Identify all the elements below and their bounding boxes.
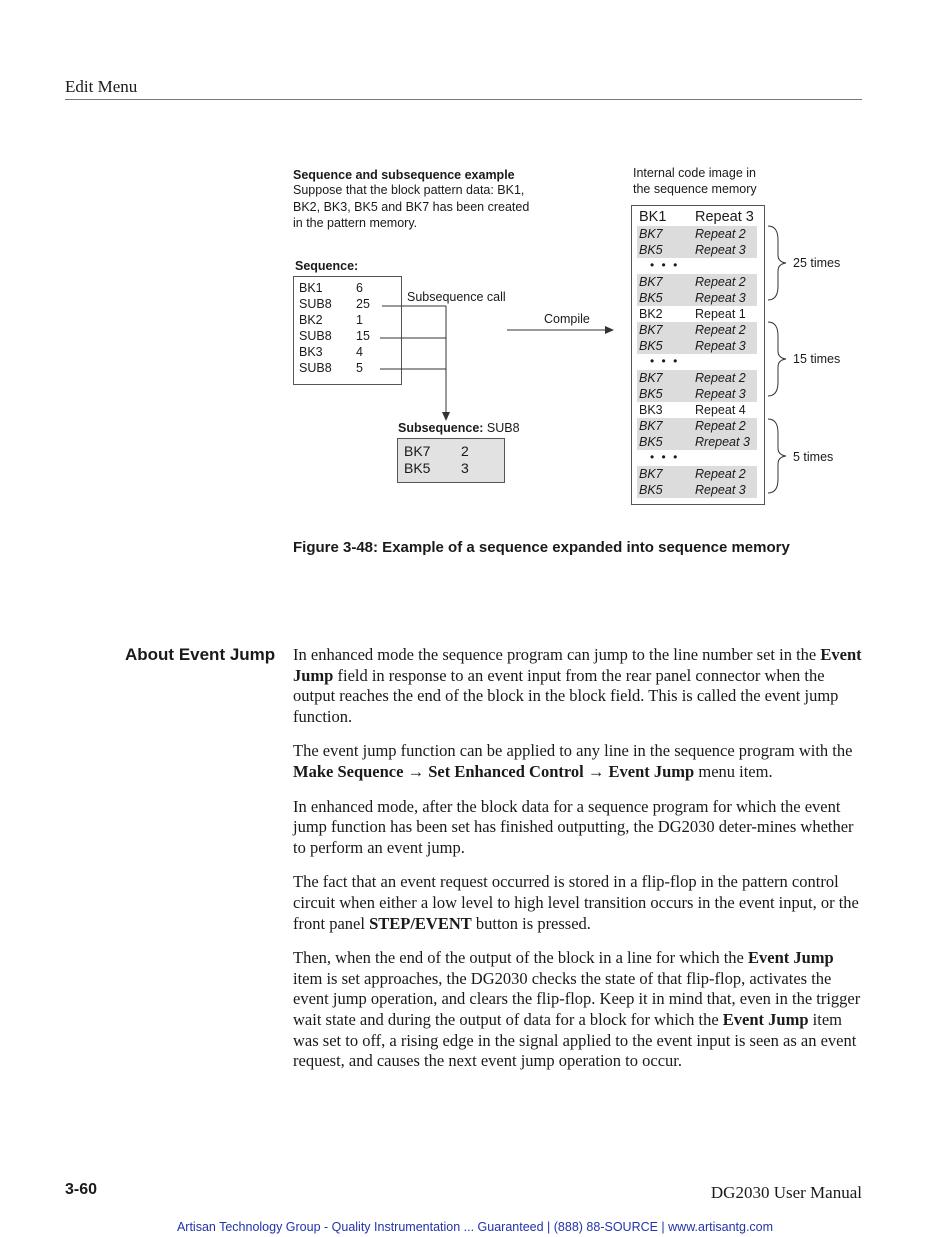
section-body bbox=[293, 645, 863, 1086]
memory-block: BK7 bbox=[639, 323, 663, 337]
figure-caption: Figure 3-48: Example of a sequence expanded into sequence memory bbox=[293, 539, 790, 556]
memory-repeat: Repeat 3 bbox=[695, 243, 746, 257]
compile-arrowhead bbox=[605, 326, 614, 334]
figure-intro-line: Suppose that the block pattern data: BK1, bbox=[293, 183, 525, 197]
memory-row bbox=[637, 242, 757, 258]
compile-label: Compile bbox=[544, 312, 590, 326]
subsequence-table bbox=[397, 438, 505, 483]
paragraph bbox=[293, 741, 863, 782]
memory-repeat: Repeat 2 bbox=[695, 227, 746, 241]
figure-intro-line: BK2, BK3, BK5 and BK7 has been created bbox=[293, 200, 530, 214]
times-label: 15 times bbox=[793, 352, 841, 366]
text-run: field in response to an event input from the rear panel connector when the output reaches the end of the block in the block field. This is called the event jump function. bbox=[293, 665, 839, 726]
sequence-count: 4 bbox=[356, 345, 363, 359]
sequence-count: 1 bbox=[356, 313, 363, 327]
memory-repeat: Repeat 2 bbox=[695, 419, 746, 433]
memory-row bbox=[637, 418, 757, 434]
subsequence-row bbox=[404, 460, 469, 476]
bold-term: STEP/EVENT bbox=[369, 913, 472, 933]
memory-row bbox=[637, 338, 757, 354]
memory-row bbox=[637, 466, 757, 482]
memory-ellipsis: • • • bbox=[650, 354, 680, 368]
text-run: The event jump function can be applied to any line in the sequence program with the bbox=[293, 741, 853, 761]
memory-block: BK7 bbox=[639, 467, 663, 481]
subsequence-block: BK7 bbox=[404, 443, 431, 459]
subsequence-block: BK5 bbox=[404, 460, 431, 476]
memory-row bbox=[637, 370, 757, 386]
menu-path: Make Sequence → Set Enhanced Control → Event Jump bbox=[293, 761, 695, 781]
sequence-count: 25 bbox=[356, 297, 370, 311]
memory-ellipsis: • • • bbox=[650, 258, 680, 272]
memory-title-line: the sequence memory bbox=[633, 182, 757, 196]
memory-block: BK5 bbox=[639, 339, 663, 353]
bold-term: Event Jump bbox=[293, 645, 862, 685]
sequence-memory-table bbox=[631, 205, 765, 505]
text-run: menu item. bbox=[694, 761, 773, 781]
memory-block: BK5 bbox=[639, 483, 663, 497]
memory-block: BK2 bbox=[639, 307, 663, 321]
memory-repeat: Repeat 1 bbox=[695, 307, 746, 321]
times-label: 5 times bbox=[793, 450, 834, 464]
sequence-block: SUB8 bbox=[299, 361, 332, 375]
subsequence-label bbox=[398, 420, 520, 436]
subsequence-call-label: Subsequence call bbox=[407, 290, 506, 304]
text-run: item is set approaches, the DG2030 checks the state of that flip-flop, activates the event jump operation, and clears the flip-flop. Keep it in mind that, even in the trigger wait state and during the output of data for a block for which the bbox=[293, 968, 861, 1029]
paragraph bbox=[293, 645, 863, 727]
bold-term: Event Jump bbox=[748, 948, 834, 968]
memory-ellipsis: • • • bbox=[650, 450, 680, 464]
sequence-label: Sequence: bbox=[295, 259, 359, 273]
memory-row bbox=[637, 322, 757, 338]
memory-block: BK7 bbox=[639, 275, 663, 289]
brace-25-times bbox=[768, 226, 786, 300]
memory-repeat: Repeat 2 bbox=[695, 323, 746, 337]
vendor-banner-link[interactable]: Artisan Technology Group - Quality Instrumentation ... Guaranteed | (888) 88-SOURCE | www.artisantg.com bbox=[176, 1220, 774, 1234]
memory-block: BK5 bbox=[639, 435, 663, 449]
sequence-block: SUB8 bbox=[299, 329, 332, 343]
memory-repeat: Repeat 3 bbox=[695, 339, 746, 353]
sequence-block: SUB8 bbox=[299, 297, 332, 311]
subsequence-label-bold: Subsequence: bbox=[398, 421, 484, 435]
memory-row bbox=[637, 482, 757, 498]
sequence-count: 6 bbox=[356, 281, 363, 295]
memory-row bbox=[637, 386, 757, 402]
memory-block: BK3 bbox=[639, 403, 663, 417]
figure-intro-line: in the pattern memory. bbox=[293, 216, 418, 230]
running-header: Edit Menu bbox=[65, 77, 138, 96]
memory-repeat: Repeat 3 bbox=[695, 291, 746, 305]
memory-repeat: Repeat 2 bbox=[695, 467, 746, 481]
paragraph bbox=[293, 872, 863, 934]
text-run: button is pressed. bbox=[471, 913, 591, 933]
subsequence-count: 3 bbox=[461, 460, 469, 476]
subsequence-name: SUB8 bbox=[486, 421, 520, 435]
memory-repeat: Repeat 3 bbox=[695, 483, 746, 497]
memory-repeat: Repeat 2 bbox=[695, 371, 746, 385]
brace-5-times bbox=[768, 419, 786, 493]
subsequence-row bbox=[404, 443, 469, 459]
memory-row bbox=[637, 402, 757, 418]
memory-block: BK5 bbox=[639, 243, 663, 257]
subsequence-count: 2 bbox=[461, 443, 469, 459]
memory-block: BK5 bbox=[639, 291, 663, 305]
memory-row bbox=[637, 306, 757, 322]
manual-title: DG2030 User Manual bbox=[710, 1183, 862, 1202]
paragraph bbox=[293, 948, 863, 1072]
memory-row bbox=[637, 226, 757, 242]
memory-repeat: Repeat 3 bbox=[695, 209, 754, 225]
memory-repeat: Repeat 3 bbox=[695, 387, 746, 401]
sequence-block: BK2 bbox=[299, 313, 323, 327]
memory-row bbox=[637, 434, 757, 450]
sequence-block: BK1 bbox=[299, 281, 323, 295]
sequence-block: BK3 bbox=[299, 345, 323, 359]
text-run: Then, when the end of the output of the block in a line for which the bbox=[293, 948, 748, 968]
memory-block: BK1 bbox=[639, 209, 667, 225]
memory-row bbox=[637, 274, 757, 290]
memory-repeat: Repeat 4 bbox=[695, 403, 746, 417]
memory-block: BK7 bbox=[639, 419, 663, 433]
brace-15-times bbox=[768, 322, 786, 396]
figure-intro-title: Sequence and subsequence example bbox=[293, 168, 515, 182]
sequence-count: 5 bbox=[356, 361, 363, 375]
memory-block: BK7 bbox=[639, 227, 663, 241]
text-run: The fact that an event request occurred is stored in a flip-flop in the pattern control circuit when either a low level to high level transition occurs in the event input, or the front panel bbox=[293, 872, 859, 933]
memory-title-line: Internal code image in bbox=[633, 166, 756, 180]
memory-block: BK5 bbox=[639, 387, 663, 401]
memory-repeat: Rrepeat 3 bbox=[695, 435, 750, 449]
memory-row bbox=[637, 209, 757, 225]
sequence-count: 15 bbox=[356, 329, 370, 343]
page-number: 3-60 bbox=[65, 1181, 98, 1198]
memory-block: BK7 bbox=[639, 371, 663, 385]
times-label: 25 times bbox=[793, 256, 841, 270]
text-run: In enhanced mode the sequence program can jump to the line number set in the bbox=[293, 645, 821, 664]
text-run: item was set to off, a rising edge in the signal applied to the event input is seen as an event request, and causes the next event jump operation to occur. bbox=[293, 1009, 857, 1071]
bold-term: Event Jump bbox=[722, 1009, 809, 1029]
memory-row bbox=[637, 290, 757, 306]
memory-repeat: Repeat 2 bbox=[695, 275, 746, 289]
section-heading: About Event Jump bbox=[125, 645, 276, 664]
paragraph: In enhanced mode, after the block data for a sequence program for which the event jump function has been set has finished outputting, the DG2030 deter-mines whether to perform an event jump. bbox=[293, 796, 854, 857]
